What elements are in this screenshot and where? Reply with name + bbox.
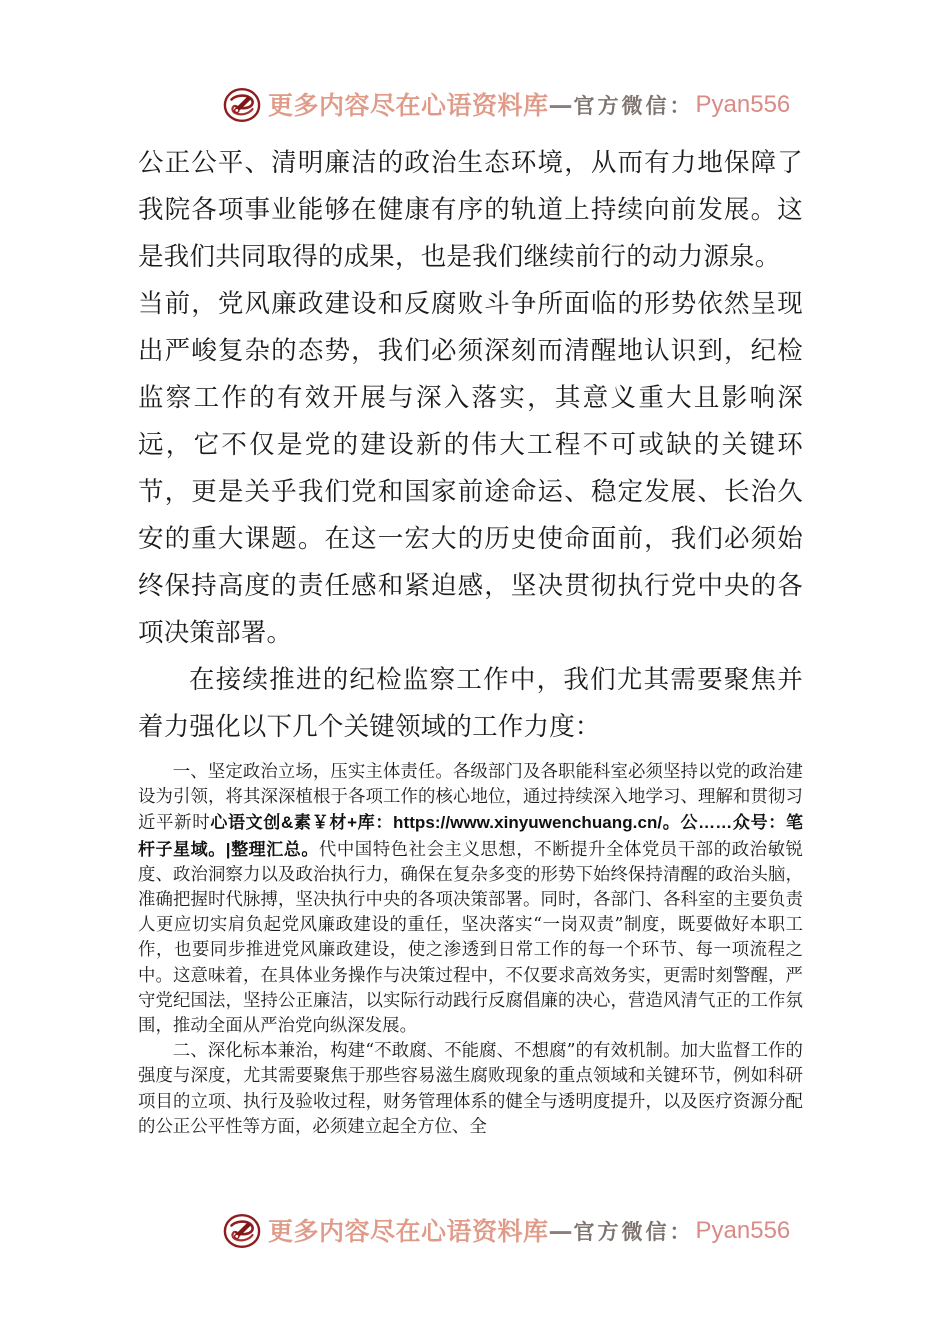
numbered-sections — [138, 760, 803, 1140]
header-watermark — [0, 82, 950, 128]
watermark-wechat-label: 官方微信： — [573, 92, 694, 118]
paragraph-small-section-1 — [138, 760, 803, 1039]
section-1-suffix: 代中国特色社会主义思想，不断提升全体党员干部的政治敏锐度、政治洞察力以及政治执行力，确保在复杂多变的形势下始终保持清醒的政治头脑，准确把握时代脉搏，坚决执行中央的各项决策部署。同时，各部门、各科室的主要负责人更应切实肩负起党风廉政建设的重任，坚决落实“一岗双责”制度，既要做好本职工作，也要同步推进党风廉政建设，使之渗透到日常工作的每一个环节、每一项流程之中。这意味着，在具体业务操作与决策过程中，不仅要求高效务实，更需时刻警醒，严守党纪国法，坚持公正廉洁，以实际行动践行反腐倡廉的决心，营造风清气正的工作氛围，推动全面从严治党向纵深发展。 — [138, 839, 803, 1037]
section-2-prefix: 二、深化标本兼治，构建“不敢腐、不能腐、不想腐”的有效机制。加大监督工作的强度与深度，尤其需要聚焦于那些容易滋生腐败现象的重点领域和关键环节，例如科研项目的立项、执行及验收过程，财务管理体系的健全与透明度提升，以及医疗资源分配的公正公平性等方面，必须建立起全方位、全 — [138, 1041, 803, 1137]
paragraph-large-1: 公正公平、清明廉洁的政治生态环境，从而有力地保障了我院各项事业能够在健康有序的轨道上持续向前发展。这是我们共同取得的成果，也是我们继续前行的动力源泉。 — [138, 148, 803, 272]
footer-watermark — [0, 1208, 950, 1254]
watermark-wechat-label: 官方微信： — [573, 1218, 694, 1244]
watermark-handle: Pyan556 — [695, 91, 791, 118]
watermark-dash: — — [548, 90, 573, 119]
document-body — [138, 140, 803, 1140]
watermark-dash: — — [548, 1216, 573, 1245]
watermark-brand: 更多内容尽在心语资料库 — [268, 1216, 549, 1246]
seal-brush-logo-icon — [222, 86, 262, 124]
paragraph-large-3: 在接续推进的纪检监察工作中，我们尤其需要聚焦并着力强化以下几个关键领域的工作力度： — [138, 665, 803, 742]
seal-brush-logo-icon — [222, 1212, 262, 1250]
paragraph-small-section-2 — [138, 1039, 803, 1140]
section-1-inline-advert: 心语文创&素￥材+库：https://www.xinyuwenchuang.cn/。公……众号：笔杆子星域。|整理汇总。 — [138, 813, 804, 859]
watermark-handle: Pyan556 — [695, 1217, 791, 1244]
watermark-brand: 更多内容尽在心语资料库 — [268, 90, 549, 120]
section-1-prefix: 一、坚定政治立场，压实主体责任。各级部门及各职能科室必须坚持以党的政治建设为引领，将其深深植根于各项工作的核心地位，通过持续深入地学习、理解和贯彻习近平新时 — [138, 762, 803, 834]
paragraph-large-2: 当前，党风廉政建设和反腐败斗争所面临的形势依然呈现出严峻复杂的态势，我们必须深刻而清醒地认识到，纪检监察工作的有效开展与深入落实，其意义重大且影响深远，它不仅是党的建设新的伟大工程不可或缺的关键环节，更是关乎我们党和国家前途命运、稳定发展、长治久安的重大课题。在这一宏大的历史使命面前，我们必须始终保持高度的责任感和紧迫感，坚决贯彻执行党中央的各项决策部署。 — [138, 289, 803, 648]
